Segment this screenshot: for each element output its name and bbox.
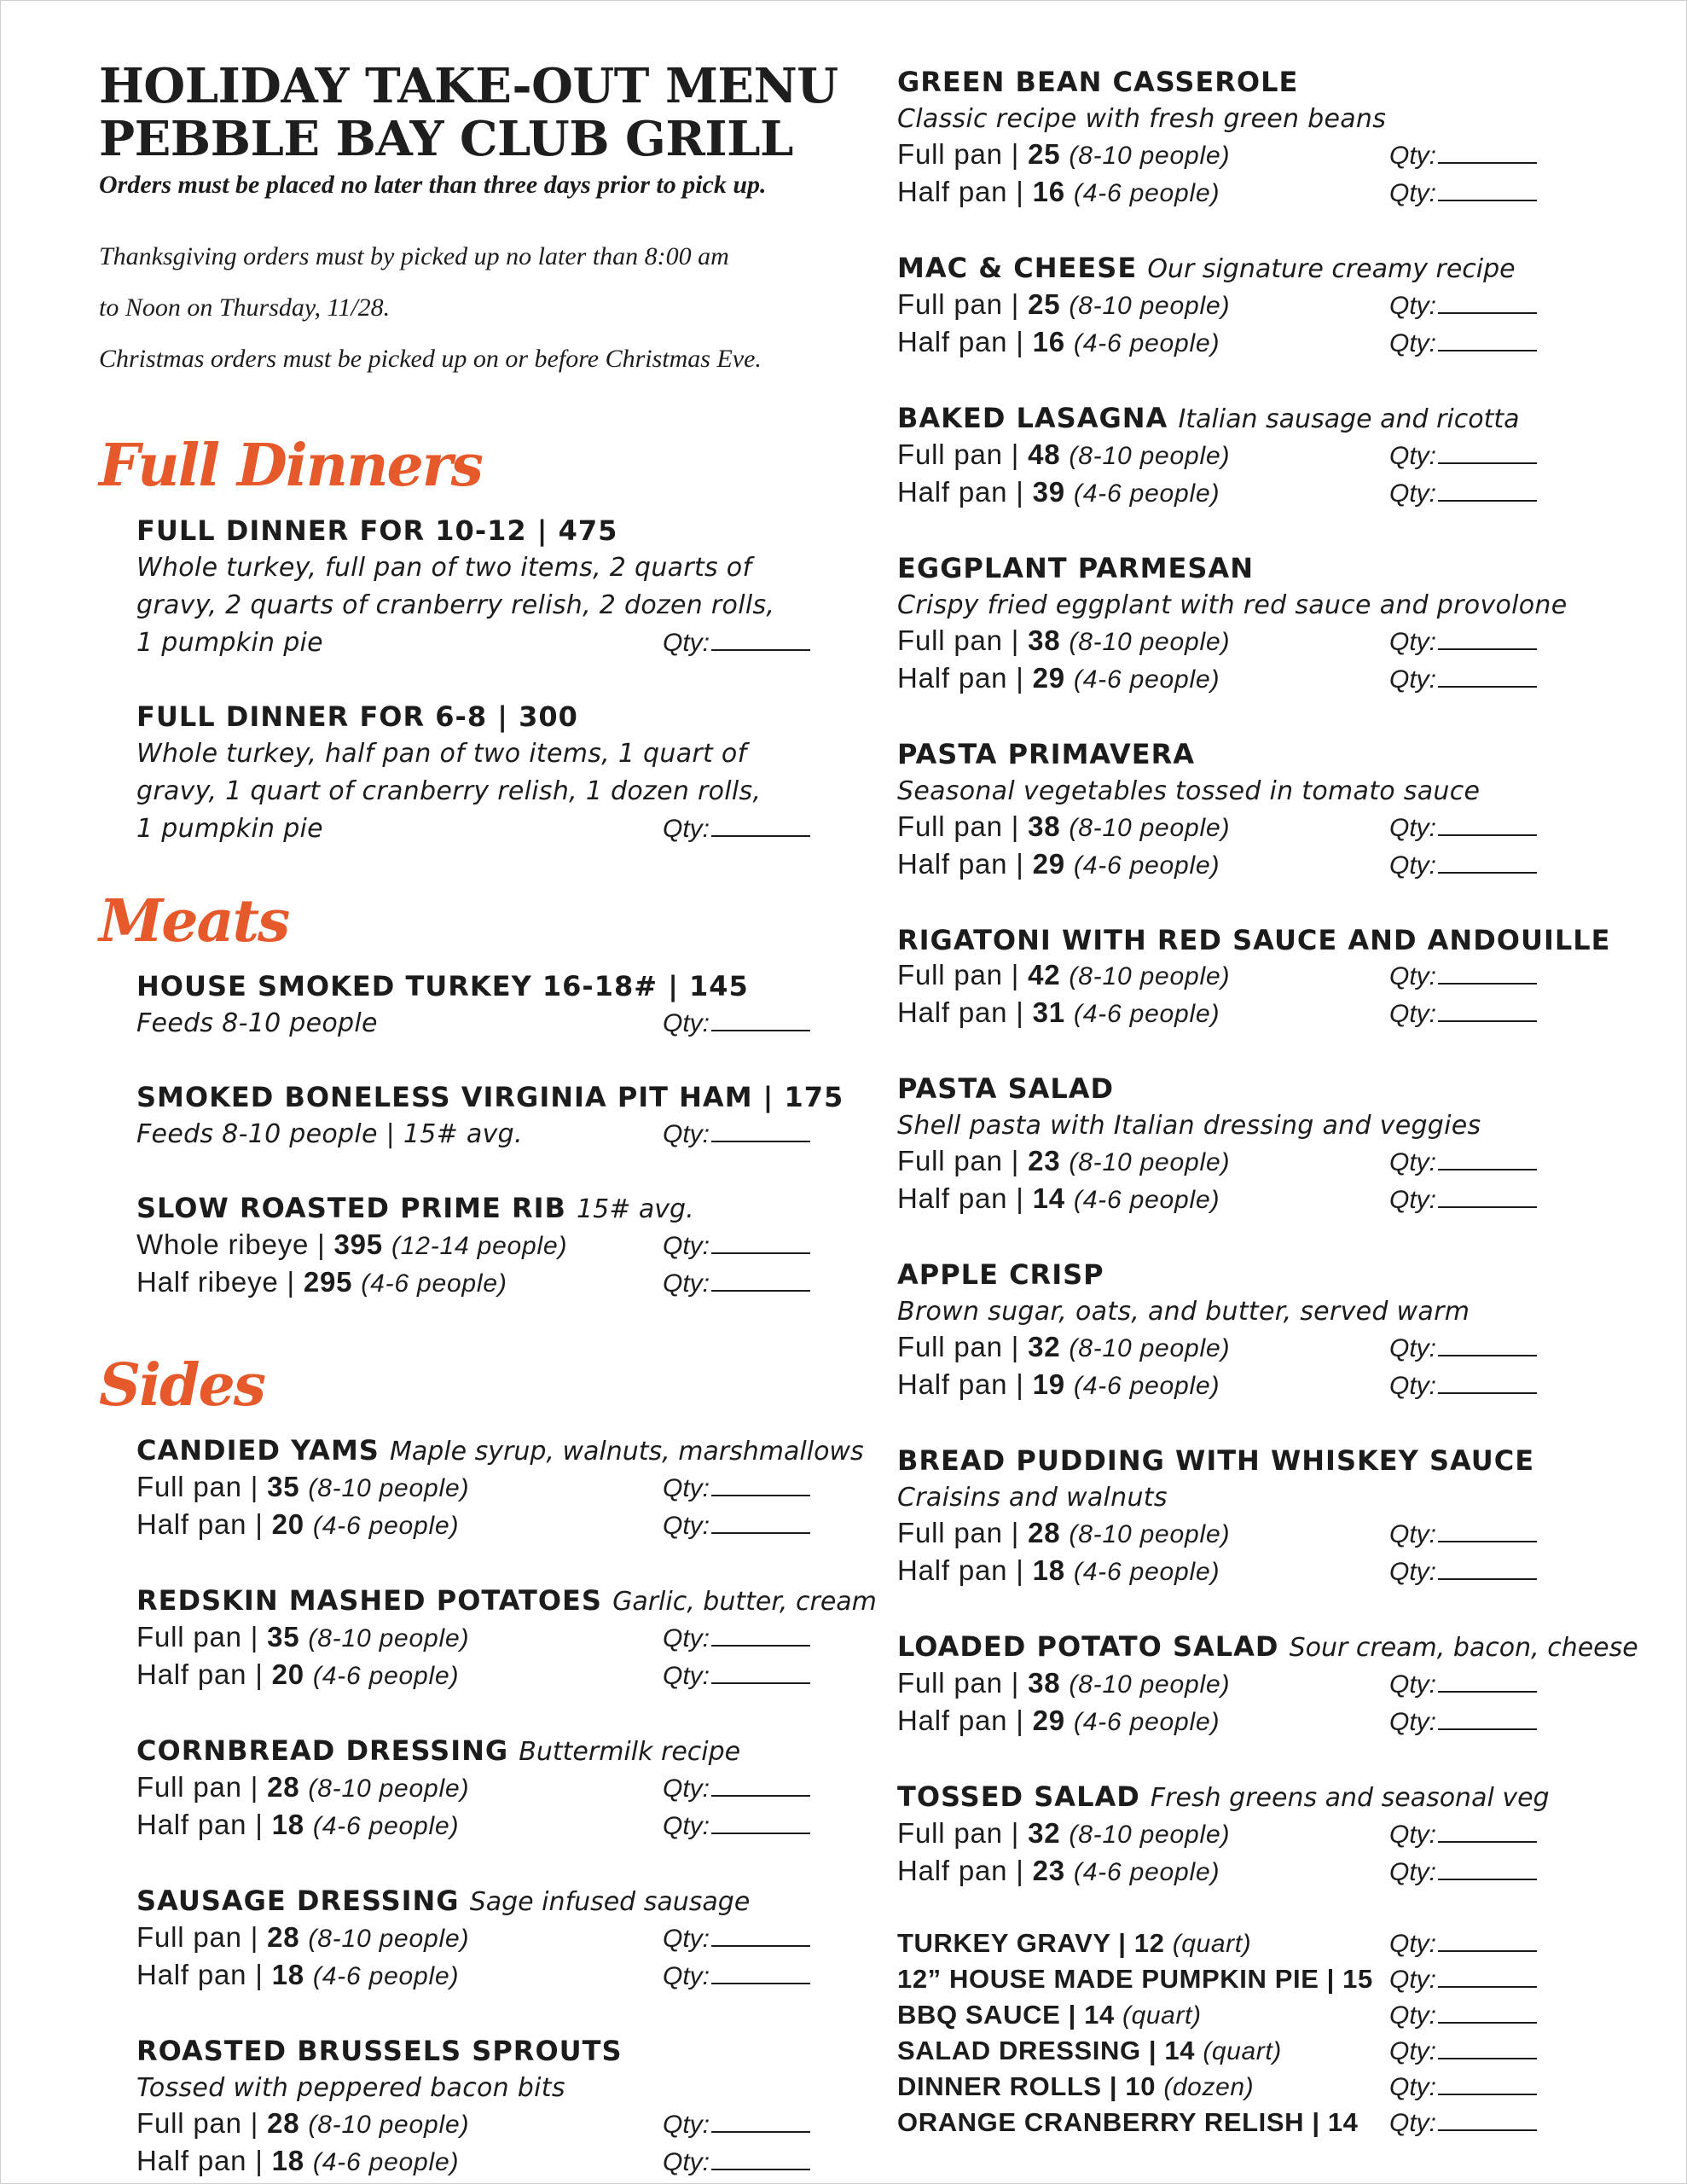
item-desc: Classic recipe with fresh green beans xyxy=(897,104,1387,134)
item-title: BREAD PUDDING WITH WHISKEY SAUCE xyxy=(897,1444,1535,1477)
qty-field[interactable]: Qty: xyxy=(663,1621,810,1653)
section-heading-sides: Sides xyxy=(99,1351,265,1420)
menu-item-pasta-salad xyxy=(897,1070,1648,1220)
menu-item-bread-pudding-with-whiskey-sauce xyxy=(897,1442,1648,1592)
menu-item-full-dinner-10-12 xyxy=(136,512,867,662)
item-title: PASTA SALAD xyxy=(897,1072,1115,1105)
qty-field[interactable]: Qty: xyxy=(663,1266,810,1298)
price-row-half-pan: Half pan | 19 (4-6 people) Qty: xyxy=(897,1368,1537,1406)
item-title: REDSKIN MASHED POTATOES Garlic, butter, cream xyxy=(136,1584,877,1617)
menu-item-rigatoni-with-red-sauce-and-andouille xyxy=(897,921,1648,1034)
qty-field[interactable]: Qty: xyxy=(663,625,810,658)
qty-field[interactable]: Qty: xyxy=(1389,1145,1537,1177)
item-title: TOSSED SALAD Fresh greens and seasonal veg xyxy=(897,1780,1550,1813)
price-row-full-pan: Full pan | 35 (8-10 people) Qty: xyxy=(136,1471,810,1508)
item-title: LOADED POTATO SALAD Sour cream, bacon, cheese xyxy=(897,1630,1638,1663)
price-row-half-pan: Half pan | 20 (4-6 people) Qty: xyxy=(136,1508,810,1546)
price-row-whole: Whole ribeye | 395 (12-14 people) Qty: xyxy=(136,1228,810,1266)
section-heading-full-dinners: Full Dinners xyxy=(99,432,482,500)
item-title: GREEN BEAN CASSEROLE xyxy=(897,66,1299,98)
item-title: RIGATONI WITH RED SAUCE AND ANDOUILLE xyxy=(897,924,1611,956)
left-column xyxy=(99,58,877,2182)
item-title: CANDIED YAMS Maple syrup, walnuts, marshmallows xyxy=(136,1434,864,1467)
left-sides-list xyxy=(99,1432,877,2182)
pickup-notice-line: to Noon on Thursday, 11/28. xyxy=(99,293,391,322)
price-row-full-pan: Full pan | 25 (8-10 people) Qty: xyxy=(897,138,1537,176)
item-title: MAC & CHEESE Our signature creamy recipe xyxy=(897,252,1516,284)
qty-field[interactable]: Qty: xyxy=(1389,176,1537,208)
item-title: SMOKED BONELESS VIRGINIA PIT HAM | 175 xyxy=(136,1081,844,1113)
qty-field[interactable]: Qty: xyxy=(663,1508,810,1541)
menu-item-sausage-dressing xyxy=(136,1882,867,1996)
price-row-half-pan: Half pan | 18 (4-6 people) Qty: xyxy=(136,1959,810,1996)
menu-item-loaded-potato-salad xyxy=(897,1628,1648,1742)
qty-field[interactable]: Qty: xyxy=(1389,1331,1537,1363)
extra-item: ORANGE CRANBERRY RELISH | 14 Qty: xyxy=(897,2106,1537,2141)
price-row-full-pan: Full pan | 42 (8-10 people) Qty: xyxy=(897,959,1537,996)
qty-field[interactable]: Qty: xyxy=(1389,1667,1537,1699)
price-row-half-pan: Half pan | 14 (4-6 people) Qty: xyxy=(897,1182,1537,1220)
qty-field[interactable]: Qty: xyxy=(663,1006,810,1038)
price-row-full-pan: Full pan | 38 (8-10 people) Qty: xyxy=(897,624,1537,662)
section-heading-meats: Meats xyxy=(99,887,289,956)
qty-field[interactable]: Qty: xyxy=(1389,1962,1537,1995)
item-title: CORNBREAD DRESSING Buttermilk recipe xyxy=(136,1734,741,1767)
qty-field[interactable]: Qty: xyxy=(1389,2034,1537,2066)
qty-field[interactable]: Qty: xyxy=(1389,439,1537,471)
menu-item-redskin-mashed-potatoes xyxy=(136,1582,877,1696)
price-row-half-pan: Half pan | 16 (4-6 people) Qty: xyxy=(897,176,1537,213)
qty-field[interactable]: Qty: xyxy=(1389,326,1537,358)
item-desc: Crispy fried eggplant with red sauce and provolone xyxy=(897,590,1568,620)
menu-item-eggplant-parmesan xyxy=(897,549,1648,700)
price-row-half-pan: Half pan | 31 (4-6 people) Qty: xyxy=(897,996,1537,1034)
qty-field[interactable]: Qty: xyxy=(663,1809,810,1841)
price-row-half-pan: Half pan | 18 (4-6 people) Qty: xyxy=(897,1554,1537,1592)
price-row-full-pan: Full pan | 23 (8-10 people) Qty: xyxy=(897,1145,1537,1182)
price-row-half-pan: Half pan | 18 (4-6 people) Qty: xyxy=(136,2145,810,2182)
menu-item-pasta-primavera xyxy=(897,735,1648,886)
menu-item-tossed-salad xyxy=(897,1778,1648,1892)
price-row-half-pan: Half pan | 29 (4-6 people) Qty: xyxy=(897,662,1537,700)
price-row-half: Half ribeye | 295 (4-6 people) Qty: xyxy=(136,1266,810,1304)
price-row-full-pan: Full pan | 32 (8-10 people) Qty: xyxy=(897,1817,1537,1855)
menu-item-prime-rib xyxy=(136,1189,867,1304)
qty-field[interactable]: Qty: xyxy=(663,2107,810,2140)
extra-item: SALAD DRESSING | 14 (quart) Qty: xyxy=(897,2034,1537,2070)
item-title: PASTA PRIMAVERA xyxy=(897,738,1196,770)
extras-list xyxy=(897,1926,1648,2141)
pickup-notice xyxy=(99,218,867,398)
qty-field[interactable]: Qty: xyxy=(663,1959,810,1991)
right-sides-list xyxy=(897,63,1648,1892)
item-desc: 1 pumpkin pie xyxy=(136,628,323,658)
price-row-full-pan: Full pan | 32 (8-10 people) Qty: xyxy=(897,1331,1537,1368)
qty-field[interactable]: Qty: xyxy=(663,1471,810,1503)
item-desc: Whole turkey, half pan of two items, 1 quart of xyxy=(136,739,747,769)
price-row-half-pan: Half pan | 29 (4-6 people) Qty: xyxy=(897,848,1537,886)
item-desc: Whole turkey, full pan of two items, 2 quarts of xyxy=(136,553,752,583)
menu-item-full-dinner-6-8 xyxy=(136,698,867,848)
qty-field[interactable]: Qty: xyxy=(1389,476,1537,508)
qty-field[interactable]: Qty: xyxy=(1389,1926,1537,1959)
qty-field[interactable]: Qty: xyxy=(1389,2106,1537,2138)
qty-field[interactable]: Qty: xyxy=(1389,996,1537,1029)
title-line-2: PEBBLE BAY CLUB GRILL xyxy=(99,111,793,167)
item-title: SLOW ROASTED PRIME RIB 15# avg. xyxy=(136,1192,694,1224)
price-row-half-pan: Half pan | 16 (4-6 people) Qty: xyxy=(897,326,1537,363)
qty-field[interactable]: Qty: xyxy=(663,1228,810,1261)
order-deadline-notice: Orders must be placed no later than three days prior to pick up. xyxy=(99,171,767,199)
price-row-half-pan: Half pan | 18 (4-6 people) Qty: xyxy=(136,1809,810,1846)
menu-item-smoked-turkey xyxy=(136,967,867,1043)
menu-item-green-bean-casserole xyxy=(897,63,1648,213)
price-row-full-pan: Full pan | 38 (8-10 people) Qty: xyxy=(897,1667,1537,1705)
qty-field[interactable]: Qty: xyxy=(1389,1855,1537,1887)
item-desc: Seasonal vegetables tossed in tomato sauce xyxy=(897,776,1481,806)
qty-field[interactable]: Qty: xyxy=(1389,624,1537,657)
qty-field[interactable]: Qty: xyxy=(1389,138,1537,171)
qty-field[interactable]: Qty: xyxy=(1389,1517,1537,1549)
item-desc: Tossed with peppered bacon bits xyxy=(136,2073,565,2103)
item-desc: Shell pasta with Italian dressing and veggies xyxy=(897,1111,1481,1141)
qty-field[interactable]: Qty: xyxy=(663,2145,810,2177)
qty-field[interactable]: Qty: xyxy=(1389,848,1537,880)
price-row-full-pan: Full pan | 48 (8-10 people) Qty: xyxy=(897,439,1537,476)
item-title: SAUSAGE DRESSING Sage infused sausage xyxy=(136,1885,751,1917)
qty-field[interactable]: Qty: xyxy=(1389,288,1537,321)
item-desc: Feeds 8-10 people | 15# avg. xyxy=(136,1119,523,1149)
price-row-full-pan: Full pan | 28 (8-10 people) Qty: xyxy=(136,1921,810,1959)
price-row-full-pan: Full pan | 38 (8-10 people) Qty: xyxy=(897,810,1537,848)
price-row-half-pan: Half pan | 20 (4-6 people) Qty: xyxy=(136,1658,810,1696)
qty-field[interactable]: Qty: xyxy=(663,1921,810,1954)
qty-field[interactable]: Qty: xyxy=(1389,959,1537,991)
qty-field[interactable]: Qty: xyxy=(1389,1554,1537,1587)
qty-field[interactable]: Qty: xyxy=(1389,1182,1537,1215)
pickup-notice-line: Thanksgiving orders must by picked up no later than 8:00 am xyxy=(99,242,729,270)
item-desc: gravy, 2 quarts of cranberry relish, 2 dozen rolls, xyxy=(136,590,775,620)
menu-title xyxy=(99,60,867,166)
extra-item: BBQ SAUCE | 14 (quart) Qty: xyxy=(897,1998,1537,2034)
item-title: APPLE CRISP xyxy=(897,1258,1104,1291)
menu-item-baked-lasagna xyxy=(897,399,1648,514)
qty-field[interactable]: Qty: xyxy=(1389,1817,1537,1850)
extra-item: 12” HOUSE MADE PUMPKIN PIE | 15 Qty: xyxy=(897,1962,1537,1998)
qty-field[interactable]: Qty: xyxy=(1389,810,1537,843)
price-row-full-pan: Full pan | 35 (8-10 people) Qty: xyxy=(136,1621,810,1658)
item-title: ROASTED BRUSSELS SPROUTS xyxy=(136,2035,623,2067)
menu-item-candied-yams xyxy=(136,1432,867,1546)
price-row-full-pan: Full pan | 28 (8-10 people) Qty: xyxy=(136,1771,810,1809)
pickup-notice-line: Christmas orders must be picked up on or before Christmas Eve. xyxy=(99,345,762,373)
menu-item-mac-cheese xyxy=(897,249,1648,363)
item-title: BAKED LASAGNA Italian sausage and ricotta xyxy=(897,402,1520,434)
item-desc: 1 pumpkin pie xyxy=(136,814,323,844)
price-row-half-pan: Half pan | 39 (4-6 people) Qty: xyxy=(897,476,1537,514)
menu-item-cornbread-dressing xyxy=(136,1732,867,1846)
qty-field[interactable]: Qty: xyxy=(663,811,810,844)
title-line-1: HOLIDAY TAKE-OUT MENU xyxy=(99,58,838,114)
item-desc: Feeds 8-10 people xyxy=(136,1008,378,1038)
price-row-full-pan: Full pan | 28 (8-10 people) Qty: xyxy=(136,2107,810,2145)
qty-field[interactable]: Qty: xyxy=(1389,1368,1537,1401)
item-desc: Brown sugar, oats, and butter, served warm xyxy=(897,1297,1470,1327)
item-title: FULL DINNER FOR 10-12 | 475 xyxy=(136,514,618,547)
qty-field[interactable]: Qty: xyxy=(1389,662,1537,694)
qty-field[interactable]: Qty: xyxy=(663,1117,810,1149)
menu-item-virginia-ham xyxy=(136,1078,867,1153)
extra-item: TURKEY GRAVY | 12 (quart) Qty: xyxy=(897,1926,1537,1962)
price-row-full-pan: Full pan | 28 (8-10 people) Qty: xyxy=(897,1517,1537,1554)
price-row-half-pan: Half pan | 29 (4-6 people) Qty: xyxy=(897,1705,1537,1742)
item-desc: Craisins and walnuts xyxy=(897,1483,1168,1513)
qty-field[interactable]: Qty: xyxy=(663,1658,810,1691)
qty-field[interactable]: Qty: xyxy=(1389,1998,1537,2030)
menu-item-apple-crisp xyxy=(897,1256,1648,1406)
menu-item-roasted-brussels-sprouts xyxy=(136,2032,867,2182)
qty-field[interactable]: Qty: xyxy=(663,1771,810,1804)
item-title: EGGPLANT PARMESAN xyxy=(897,552,1254,584)
price-row-half-pan: Half pan | 23 (4-6 people) Qty: xyxy=(897,1855,1537,1892)
qty-field[interactable]: Qty: xyxy=(1389,1705,1537,1737)
right-column xyxy=(897,60,1648,2141)
item-title: HOUSE SMOKED TURKEY 16-18# | 145 xyxy=(136,970,749,1002)
qty-field[interactable]: Qty: xyxy=(1389,2070,1537,2102)
item-desc: gravy, 1 quart of cranberry relish, 1 dozen rolls, xyxy=(136,776,762,806)
price-row-full-pan: Full pan | 25 (8-10 people) Qty: xyxy=(897,288,1537,326)
item-title: FULL DINNER FOR 6-8 | 300 xyxy=(136,700,578,733)
extra-item: DINNER ROLLS | 10 (dozen) Qty: xyxy=(897,2070,1537,2106)
